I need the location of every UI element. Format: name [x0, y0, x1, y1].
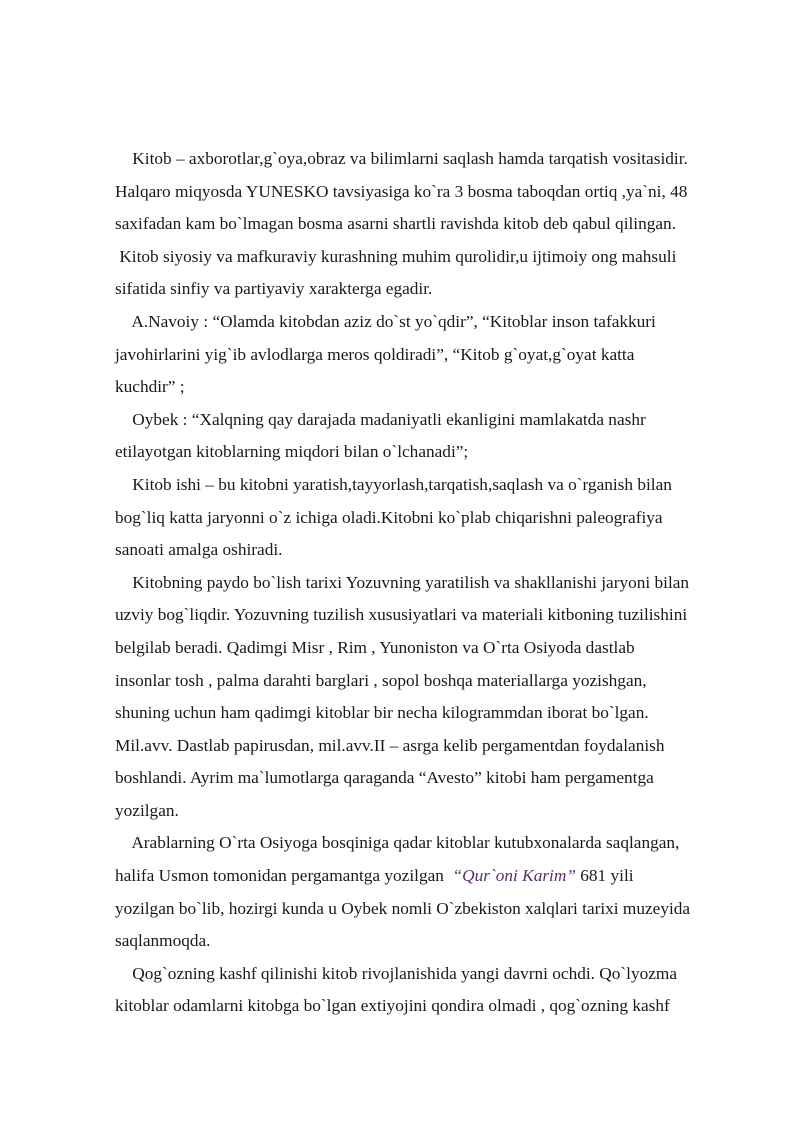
text-line: Halqaro miqyosda YUNESKO tavsiyasiga ko`ra 3 bosma taboqdan ortiq ,ya`ni, 48 — [115, 181, 688, 201]
text-line: Kitob – axborotlar,g`oya,obraz va bilimlarni saqlash hamda tarqatish vositasidir. — [115, 149, 688, 168]
text-line: javohirlarini yig`ib avlodlarga meros qoldiradi”, “Kitob g`oyat,g`oyat katta — [115, 344, 635, 364]
text-line: sifatida sinfiy va partiyaviy xarakterga egadir. — [115, 279, 433, 299]
text-line: Kitob siyosiy va mafkuraviy kurashning muhim qurolidir,u ijtimoiy ong mahsuli — [115, 246, 677, 266]
text-line: A.Navoiy : “Olamda kitobdan aziz do`st yo`qdir”, “Kitoblar inson tafakkuri — [115, 311, 656, 331]
quran-title-emphasis: “Qur`oni Karim” — [452, 866, 576, 886]
text-line: yozilgan bo`lib, hozirgi kunda u Oybek nomli O`zbekiston xalqlari tarixi muzeyida — [115, 898, 691, 918]
text-line: Mil.avv. Dastlab papirusdan, mil.avv.II – asrga kelib pergamentdan foydalanish — [115, 735, 665, 755]
text-line: insonlar tosh , palma darahti barglari , sopol boshqa materiallarga yozishgan, — [115, 670, 647, 690]
text-segment: halifa Usmon tomonidan pergamantga yozilgan — [115, 866, 453, 886]
text-line: bog`liq katta jaryonni o`z ichiga oladi.Kitobni ko`plab chiqarishni paleografiya — [115, 507, 663, 527]
body-text — [115, 143, 755, 1023]
text-line: sanoati amalga oshiradi. — [115, 540, 283, 560]
text-line: shuning uchun ham qadimgi kitoblar bir necha kilogrammdan iborat bo`lgan. — [115, 703, 649, 723]
text-line: Kitobning paydo bo`lish tarixi Yozuvning yaratilish va shakllanishi jaryoni bilan — [115, 572, 690, 592]
text-line: belgilab beradi. Qadimgi Misr , Rim , Yunoniston va O`rta Osiyoda dastlab — [115, 637, 635, 657]
text-line: yozilgan. — [115, 800, 179, 820]
text-line: etilayotgan kitoblarning miqdori bilan o`lchanadi”; — [115, 442, 469, 462]
text-line: Qog`ozning kashf qilinishi kitob rivojlanishida yangi davrni ochdi. Qo`lyozma — [115, 963, 678, 983]
text-line: Kitob ishi – bu kitobni yaratish,tayyorlash,tarqatish,saqlash va o`rganish bilan — [115, 474, 672, 494]
text-line: Arablarning O`rta Osiyoga bosqiniga qadar kitoblar kutubxonalarda saqlangan, — [115, 833, 680, 853]
text-line: kuchdir” ; — [115, 377, 185, 397]
text-line: Oybek : “Xalqning qay darajada madaniyatli ekanligini mamlakatda nashr — [115, 409, 646, 429]
text-line-mixed — [115, 860, 755, 893]
text-line: kitoblar odamlarni kitobga bo`lgan extiyojini qondira olmadi , qog`ozning kashf — [115, 996, 670, 1016]
text-line: saqlanmoqda. — [115, 931, 211, 951]
text-line: saxifadan kam bo`lmagan bosma asarni shartli ravishda kitob deb qabul qilingan. — [115, 214, 677, 234]
text-line: boshlandi. Ayrim ma`lumotlarga qaraganda “Avesto” kitobi ham pergamentga — [115, 768, 654, 788]
text-line: uzviy bog`liqdir. Yozuvning tuzilish xususiyatlari va materiali kitboning tuzilishini — [115, 605, 688, 625]
text-segment: 681 yili — [575, 866, 634, 886]
